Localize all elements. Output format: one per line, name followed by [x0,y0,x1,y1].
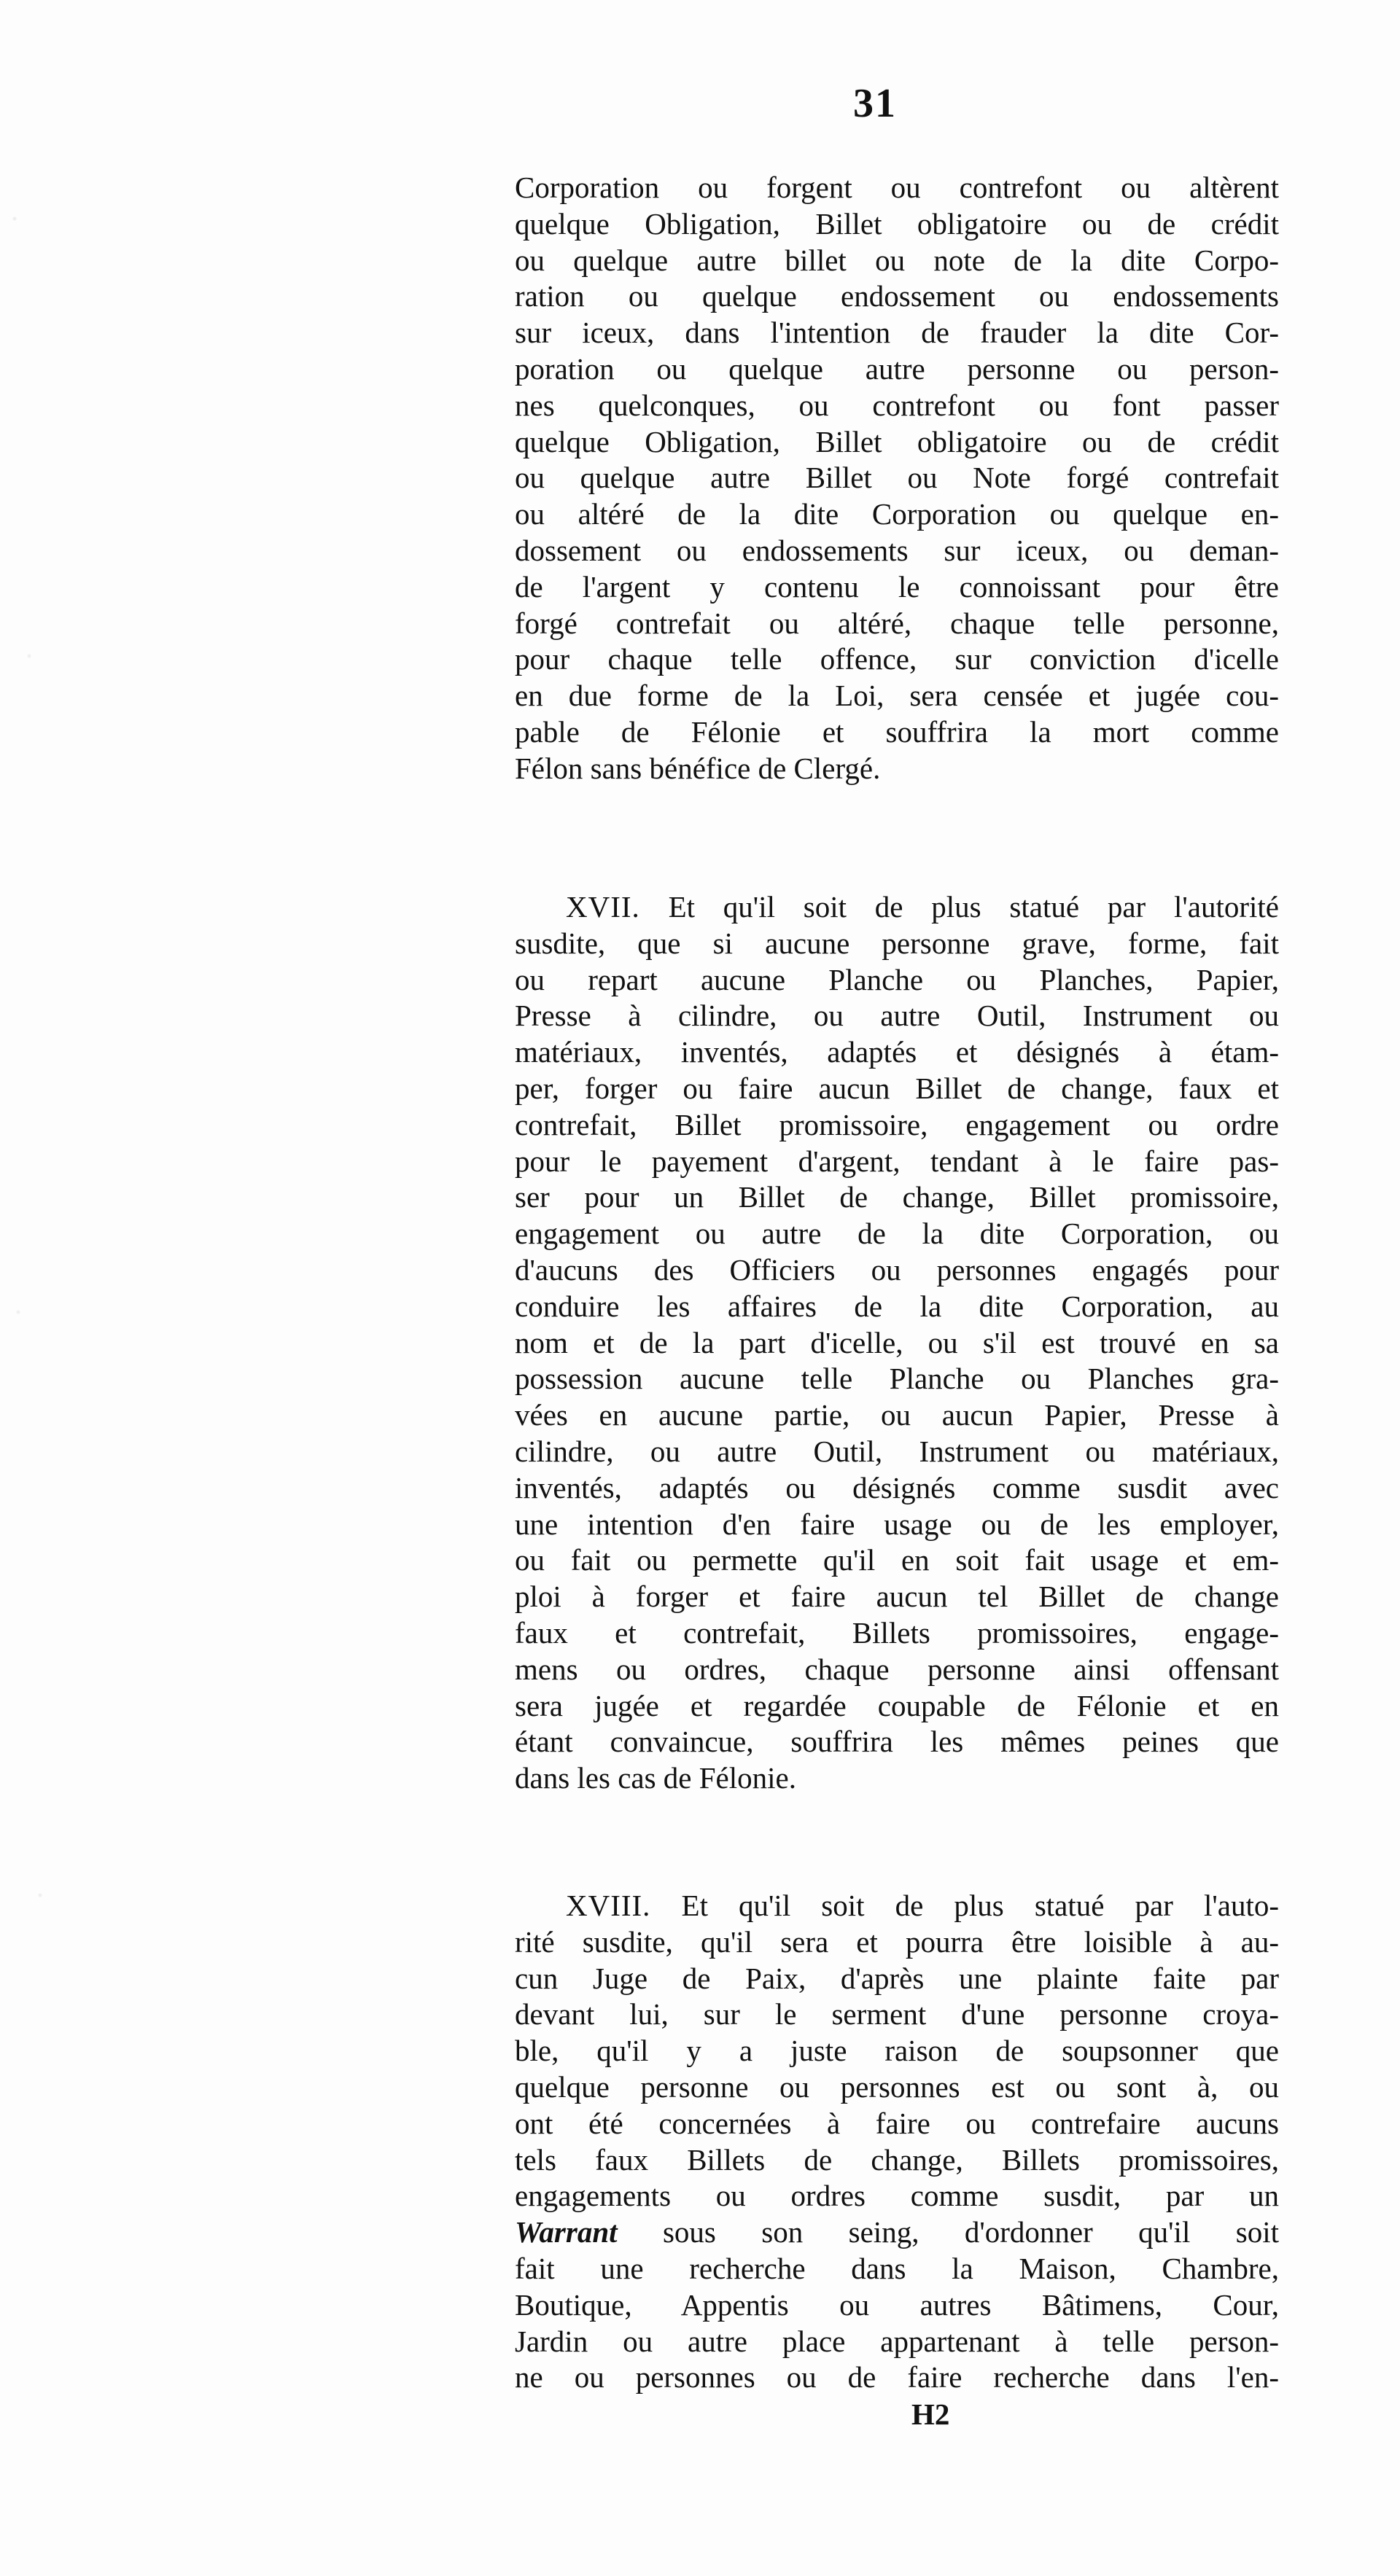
signature-mark: H2 [911,2397,950,2431]
text-line: conduire les affaires de la dite Corporation, au [515,1289,1279,1323]
text-line: quelque Obligation, Billet obligatoire ou de crédit [515,424,1279,458]
section-number: XVII. [566,890,640,924]
text-line: dossement ou endossements sur iceux, ou deman- [515,533,1279,567]
text-line: dans les cas de Félonie. [515,1761,796,1795]
text-line: cun Juge de Paix, d'après une plainte faite par [515,1961,1279,1995]
text-line: poration ou quelque autre personne ou person- [515,351,1279,386]
text-line [515,2214,1279,2251]
text-line: ble, qu'il y a juste raison de soupsonner que [515,2034,1279,2068]
text-line: contrefait, Billet promissoire, engagement ou ordre [515,1107,1279,1141]
text-line: en due forme de la Loi, sera censée et jugée cou- [515,679,1279,713]
text-line: pour chaque telle offence, sur conviction d'icelle [515,642,1279,676]
text-line: XVIII. Et qu'il soit de plus statué par l'auto- [566,1889,1279,1922]
text-line: forgé contrefait ou altéré, chaque telle personne, [515,606,1279,640]
text-line: étant convaincue, souffrira les mêmes peines que [515,1725,1279,1759]
text-line: sur iceux, dans l'intention de frauder la dite Cor- [515,316,1279,350]
text-line: ou repart aucune Planche ou Planches, Papier, [515,962,1279,996]
text-line: engagement ou autre de la dite Corporation, ou [515,1217,1279,1251]
text-line: ou altéré de la dite Corporation ou quelque en- [515,497,1279,531]
text-line: sera jugée et regardée coupable de Félonie et en [515,1688,1279,1722]
text-line: Boutique, Appentis ou autres Bâtimens, Cour, [515,2287,1279,2322]
text-line: ploi à forger et faire aucun tel Billet de change [515,1580,1279,1614]
text-line: rité susdite, qu'il sera et pourra être loisible à au- [515,1924,1279,1959]
text-line: nes quelconques, ou contrefont ou font passer [515,388,1279,422]
text-line: ration ou quelque endossement ou endossements [515,279,1279,313]
text-line: nom et de la part d'icelle, ou s'il est trouvé en sa [515,1325,1279,1359]
text-line: possession aucune telle Planche ou Planches gra- [515,1362,1279,1396]
text-line: ou quelque autre billet ou note de la dite Corpo- [515,243,1279,277]
text-line: matériaux, inventés, adaptés et désignés à étam- [515,1035,1279,1069]
text-line: de l'argent y contenu le connoissant pour être [515,569,1279,604]
text-line: inventés, adaptés ou désignés comme susdit avec [515,1470,1279,1504]
page-number: 31 [853,81,897,126]
text-line: tels faux Billets de change, Billets promissoires, [515,2142,1279,2177]
section-number: XVIII. [566,1889,651,1922]
text-line: d'aucuns des Officiers ou personnes engagés pour [515,1252,1279,1287]
text-line: Jardin ou autre place appartenant à telle person- [515,2324,1279,2358]
text-line: engagements ou ordres comme susdit, par un [515,2179,1279,2213]
paragraph-continuation [515,170,1279,787]
text-line: ne ou personnes ou de faire recherche dans l'en- [515,2360,1279,2394]
section-xvii [515,889,1279,1797]
line-remainder: sous son seing, d'ordonner qu'il soit [617,2215,1279,2249]
section-xviii [515,1888,1279,2396]
text-line: cilindre, ou autre Outil, Instrument ou matériaux, [515,1434,1279,1468]
text-line: ou fait ou permette qu'il en soit fait usage et em- [515,1543,1279,1577]
text-line: XVII. Et qu'il soit de plus statué par l'autorité [566,890,1280,924]
text-line: per, forger ou faire aucun Billet de change, faux et [515,1071,1279,1105]
italic-word: Warrant [515,2215,618,2249]
page-gutter [0,0,66,2576]
text-line: ou quelque autre Billet ou Note forgé contrefait [515,461,1279,495]
text-line: quelque personne ou personnes est ou sont à, ou [515,2069,1279,2104]
text-line: ser pour un Billet de change, Billet promissoire, [515,1180,1279,1214]
text-line: devant lui, sur le serment d'une personne croya- [515,1997,1279,2031]
text-line: ont été concernées à faire ou contrefaire aucuns [515,2106,1279,2140]
text-line: fait une recherche dans la Maison, Chambre, [515,2251,1279,2285]
text-line: susdite, que si aucune personne grave, forme, fait [515,926,1279,960]
text-line: Corporation ou forgent ou contrefont ou altèrent [515,171,1279,204]
text-line: pour le payement d'argent, tendant à le faire pas- [515,1144,1279,1178]
text-line: Félon sans bénéfice de Clergé. [515,751,881,785]
text-line: pable de Félonie et souffrira la mort comme [515,714,1279,749]
text-line: faux et contrefait, Billets promissoires, engage- [515,1615,1279,1650]
text-line: quelque Obligation, Billet obligatoire ou de crédit [515,206,1279,241]
text-line: vées en aucune partie, ou aucun Papier, Presse à [515,1398,1279,1432]
text-line: Presse à cilindre, ou autre Outil, Instrument ou [515,999,1279,1033]
text-line: une intention d'en faire usage ou de les employer, [515,1507,1279,1541]
text-line: mens ou ordres, chaque personne ainsi offensant [515,1652,1279,1686]
